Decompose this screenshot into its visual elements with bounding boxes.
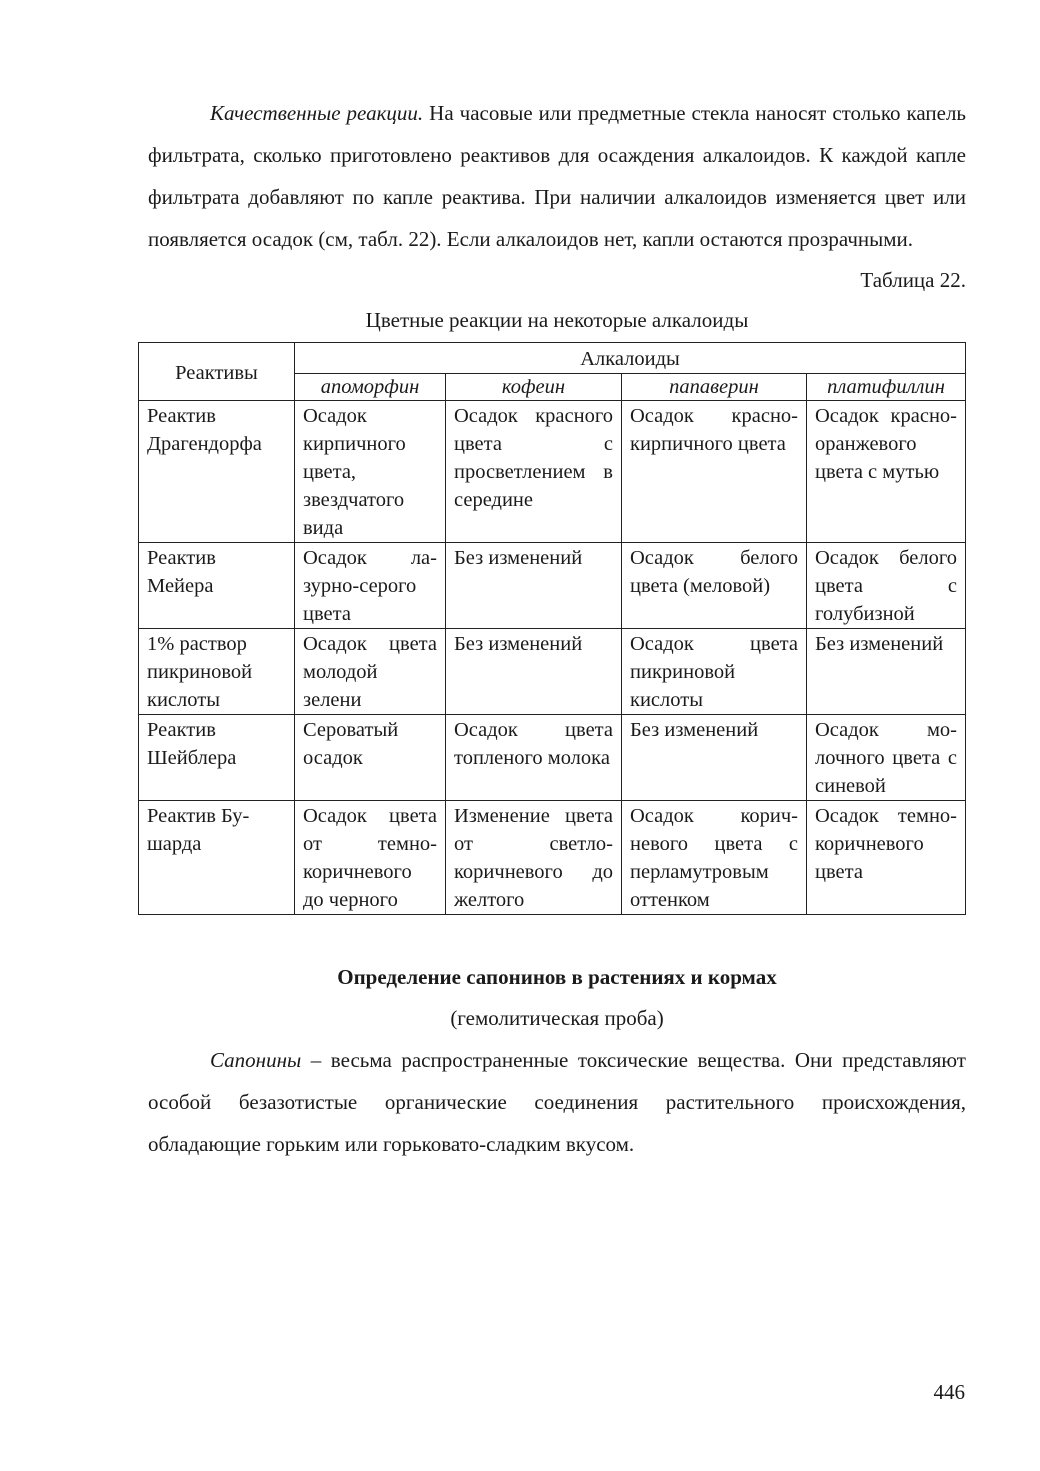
table-cell: Осадок красно-оранжевого цвета с мутью [807, 401, 966, 543]
table-cell: Осадок темно-коричневого цвета [807, 801, 966, 915]
table-cell: Без изменений [622, 715, 807, 801]
table-cell: Осадок лазурно-серого цвета [295, 543, 446, 629]
intro-paragraph [148, 92, 966, 260]
intro-text: На часовые или предметные стекла наносят столько капель фильтрата, сколько приготовлено реактивов для осаждения алкалоидов. К каждой капле фильтрата добавляют по капле реактива. При наличии алкалоидов изменяется цвет или появляется осадок (см, табл. 22). Если алкалоидов нет, капли остаются прозрачными. [148, 101, 966, 251]
table-row [139, 715, 966, 801]
table-cell: Осадок коричневого цвета с перламутровым оттенком [622, 801, 807, 915]
page-content [148, 92, 966, 1165]
table-cell: Осадок красного цвета с просветлением в середине [446, 401, 622, 543]
intro-lead: Качественные реакции. [210, 101, 424, 125]
table-cell: Осадок кирпичного цвета, звездчатого вида [295, 401, 446, 543]
header-reagents: Реактивы [139, 343, 295, 401]
saponin-text: – весьма распространенные токсические вещества. Они представляют особой безазотистые органические соединения растительного происхождения, обладающие горьким или горьковато-сладким вкусом. [148, 1048, 966, 1156]
table-cell: Осадок белого цвета (меловой) [622, 543, 807, 629]
page-number: 446 [933, 1380, 965, 1404]
reagent-cell: Реактив Шейблера [139, 715, 295, 801]
table-cell: Осадок красно-кирпичного цвета [622, 401, 807, 543]
saponin-paragraph [148, 1039, 966, 1165]
header-papaverine: папаверин [622, 374, 807, 401]
header-platyphylline: платифиллин [807, 374, 966, 401]
table-cell: Сероватый осадок [295, 715, 446, 801]
header-alkaloids: Алкалоиды [295, 343, 966, 374]
reagent-cell: Реактив Бушарда [139, 801, 295, 915]
table-row [139, 401, 966, 543]
table-row [139, 801, 966, 915]
table-cell: Без изменений [807, 629, 966, 715]
section-title: Определение сапонинов в растениях и кормах [337, 965, 777, 989]
table-cell: Осадок цвета пикриновой кислоты [622, 629, 807, 715]
table-row [139, 629, 966, 715]
table-cell: Изменение цвета от светло-коричневого до желтого [446, 801, 622, 915]
reagent-cell: 1% раствор пикриновой кислоты [139, 629, 295, 715]
table-cell: Осадок белого цвета с голубизной [807, 543, 966, 629]
table-cell: Без изменений [446, 543, 622, 629]
table-cell: Без изменений [446, 629, 622, 715]
table-title: Цветные реакции на некоторые алкалоиды [365, 308, 749, 332]
table-cell: Осадок цвета от темно-коричневого до черного [295, 801, 446, 915]
alkaloid-reaction-table [138, 342, 966, 915]
table-cell: Осадок цвета молодой зелени [295, 629, 446, 715]
saponin-lead: Сапонины [210, 1048, 302, 1072]
header-apomorphine: апоморфин [295, 374, 446, 401]
table-header-row [139, 343, 966, 374]
section-subtitle: (гемолитическая проба) [450, 1006, 664, 1030]
header-caffeine: кофеин [446, 374, 622, 401]
reagent-cell: Реактив Драгендорфа [139, 401, 295, 543]
table-cell: Осадок цвета топленого молока [446, 715, 622, 801]
table-label: Таблица 22. [860, 268, 966, 292]
table-row [139, 543, 966, 629]
table-cell: Осадок молочного цвета с синевой [807, 715, 966, 801]
reagent-cell: Реактив Мейера [139, 543, 295, 629]
